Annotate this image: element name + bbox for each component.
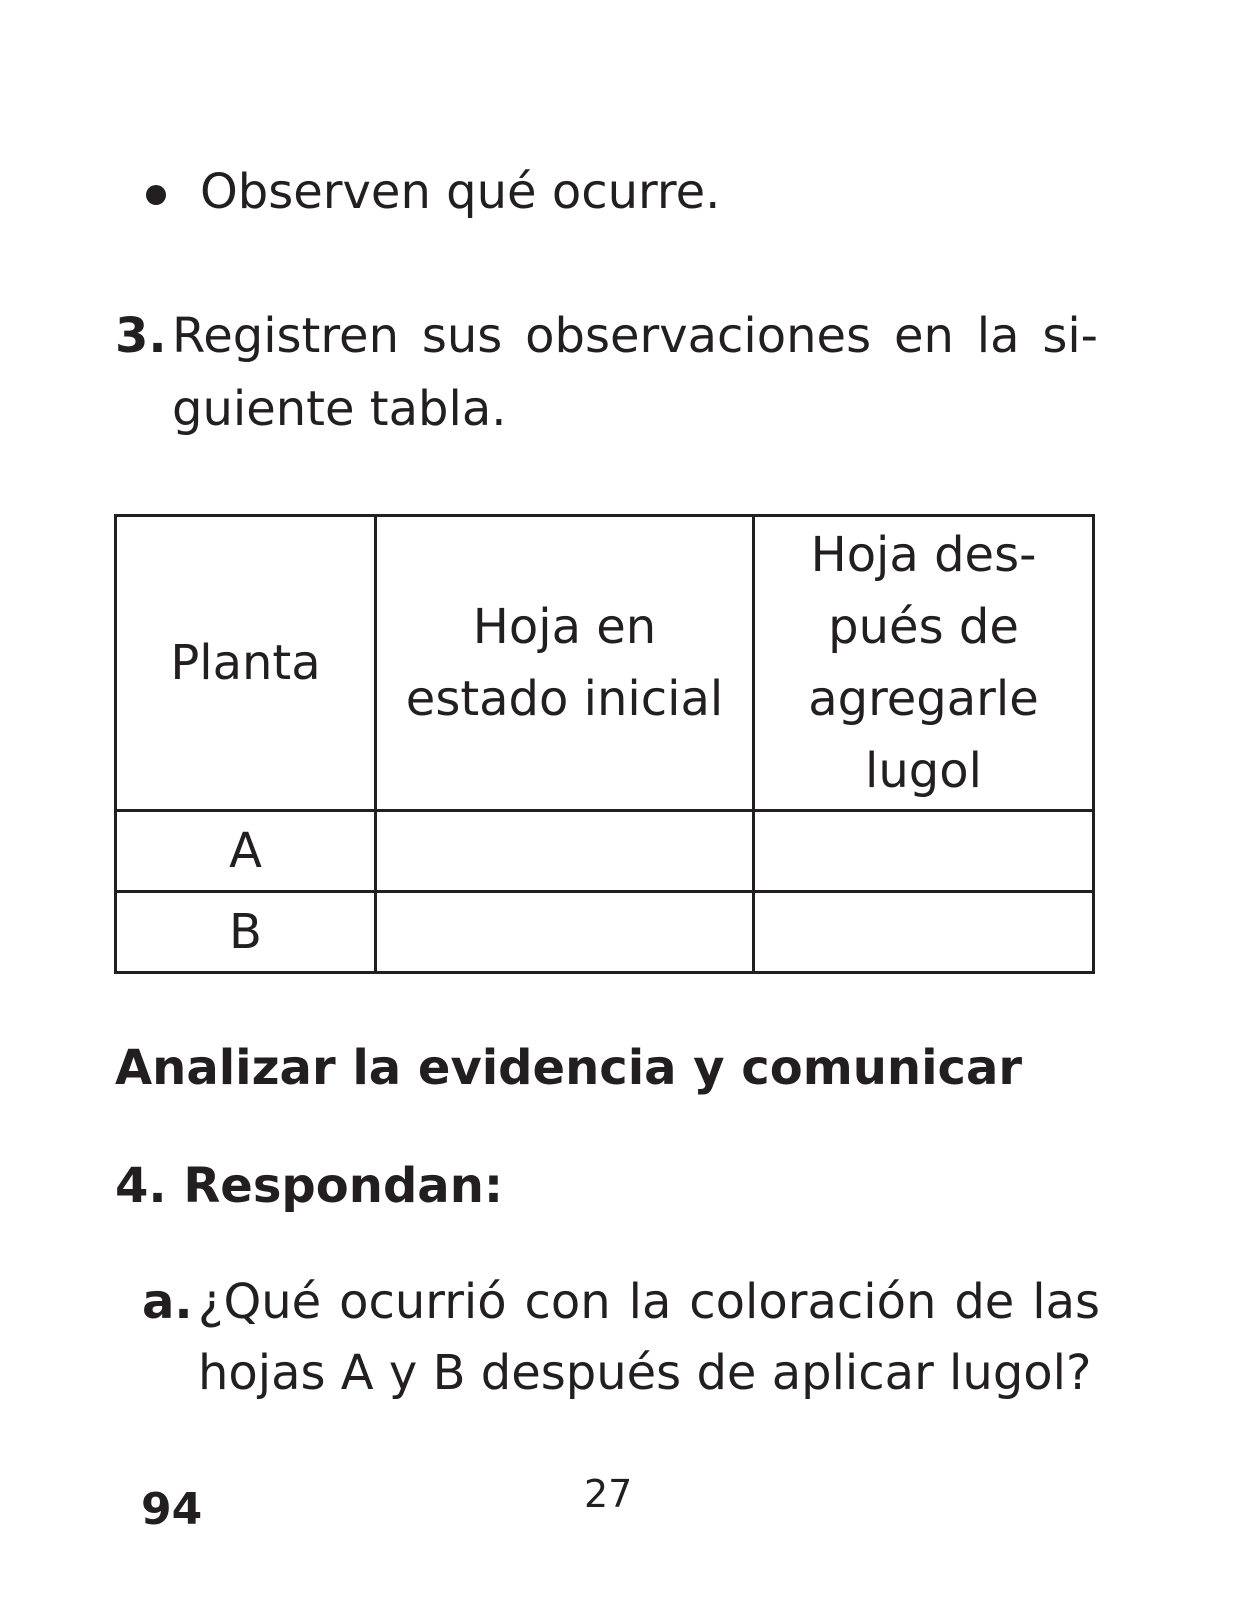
step4-label: 4. Respondan:: [115, 1158, 504, 1214]
table-header-row: [116, 516, 1094, 811]
question-a-letter: a.: [142, 1274, 193, 1330]
question-a-line2: hojas A y B después de aplicar lugol?: [198, 1345, 1092, 1401]
table-cell: [376, 892, 754, 973]
step3-number: 3.: [115, 308, 167, 364]
question-a-line1: ¿Qué ocurrió con la coloración de las: [198, 1274, 1100, 1330]
section-title: Analizar la evidencia y comunicar: [115, 1040, 1023, 1096]
table-cell: A: [116, 811, 376, 892]
bullet-text: Observen qué ocurre.: [200, 164, 721, 220]
folio-number: 94: [141, 1484, 203, 1535]
bullet-dot: [146, 185, 166, 205]
table-row: [116, 811, 1094, 892]
page-number: 27: [584, 1472, 633, 1516]
header-cell-planta: Planta: [116, 516, 376, 811]
table-cell: [754, 811, 1094, 892]
step3-line2: guiente tabla.: [172, 381, 507, 437]
table-cell: [754, 892, 1094, 973]
observation-table: [114, 514, 1095, 974]
table-row: [116, 892, 1094, 973]
table-cell: [376, 811, 754, 892]
table-cell: B: [116, 892, 376, 973]
header-cell-leaf-after-lugol: Hoja des- pués de agregarle lugol: [754, 516, 1094, 811]
step3-line1: Registren sus observaciones en la si-: [172, 308, 1098, 364]
header-cell-initial-leaf: Hoja en estado inicial: [376, 516, 754, 811]
